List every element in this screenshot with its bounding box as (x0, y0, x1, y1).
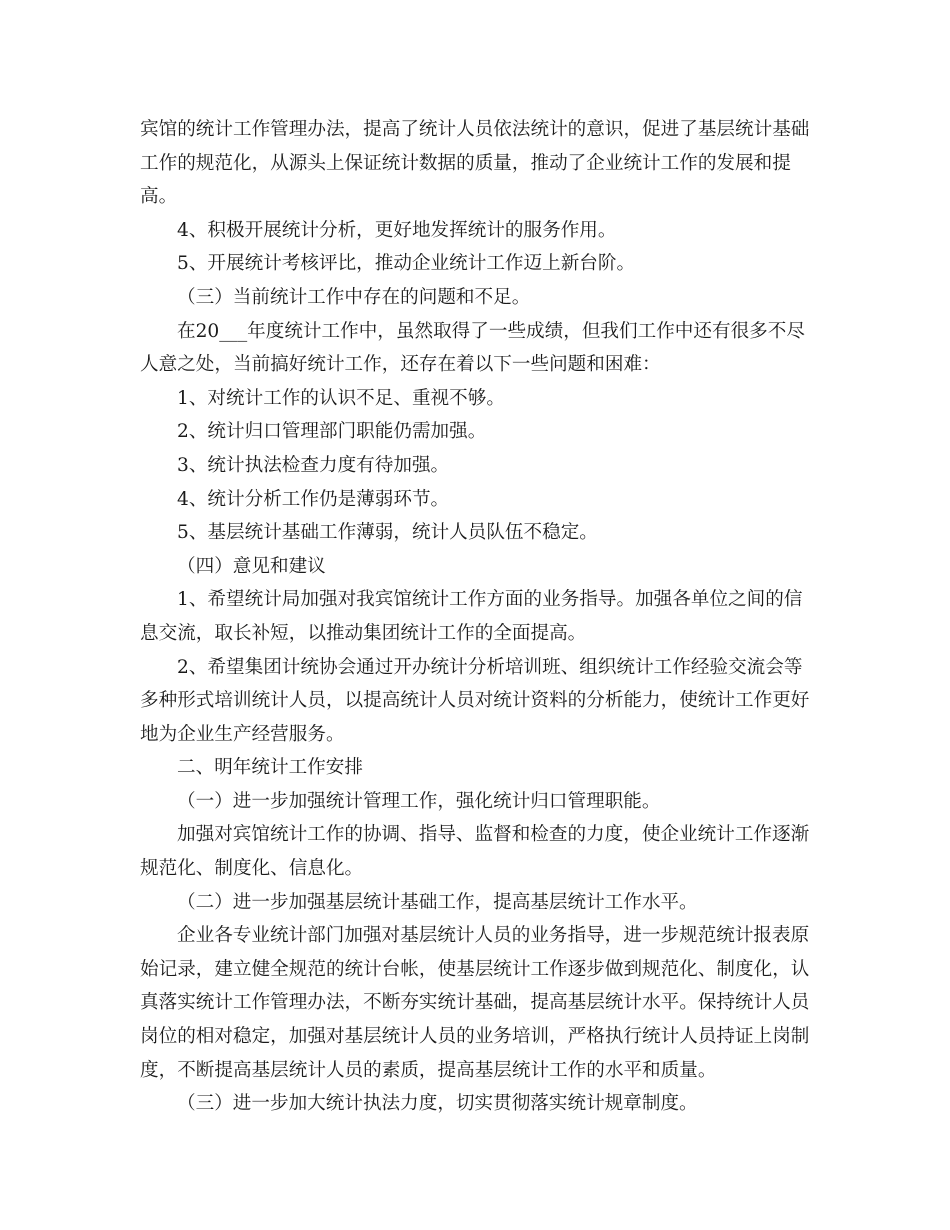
list-item: 1、对统计工作的认识不足、重视不够。 (177, 387, 505, 409)
list-item: 3、统计执法检查力度有待加强。 (177, 454, 450, 476)
list-item: 5、基层统计基础工作薄弱，统计人员队伍不稳定。 (177, 522, 598, 544)
document-body (140, 113, 820, 1121)
paragraph: 加强对宾馆统计工作的协调、指导、监督和检查的力度，使企业统计工作逐渐规范化、制度化、信息化。 (140, 824, 810, 880)
paragraph: 4、积极开展统计分析，更好地发挥统计的服务作用。 (177, 219, 617, 241)
list-item: 2、统计归口管理部门职能仍需加强。 (177, 421, 487, 443)
paragraph: 企业各专业统计部门加强对基层统计人员的业务指导，进一步规范统计报表原始记录，建立健全规范的统计台帐，使基层统计工作逐步做到规范化、制度化，认真落实统计工作管理办法，不断夯实统计基础，提高基层统计水平。保持统计人员岗位的相对稳定，加强对基层统计人员的业务培训，严格执行统计人员持证上岗制度，不断提高基层统计人员的素质，提高基层统计工作的水平和质量。 (140, 925, 810, 1081)
list-item: 1、希望统计局加强对我宾馆统计工作方面的业务指导。加强各单位之间的信息交流，取长补短，以推动集团统计工作的全面提高。 (140, 589, 803, 644)
list-item: 4、统计分析工作仍是薄弱环节。 (177, 488, 450, 510)
section-heading: （三）当前统计工作中存在的问题和不足。 (177, 286, 531, 308)
section-heading: （一）进一步加强统计管理工作，强化统计归口管理职能。 (177, 790, 661, 812)
paragraph: 在20___年度统计工作中，虽然取得了一些成绩，但我们工作中还有很多不尽人意之处，当前搞好统计工作，还存在着以下一些问题和困难： (140, 320, 805, 376)
paragraph: 宾馆的统计工作管理办法，提高了统计人员依法统计的意识，促进了基层统计基础工作的规范化，从源头上保证统计数据的质量，推动了企业统计工作的发展和提高。 (140, 119, 810, 208)
paragraph: 5、开展统计考核评比，推动企业统计工作迈上新台阶。 (177, 253, 636, 275)
list-item: 2、希望集团计统协会通过开办统计分析培训班、组织统计工作经验交流会等多种形式培训统计人员，以提高统计人员对统计资料的分析能力，使统计工作更好地为企业生产经营服务。 (140, 656, 810, 745)
section-heading: （三）进一步加大统计执法力度，切实贯彻落实统计规章制度。 (177, 1093, 698, 1115)
section-heading: （二）进一步加强基层统计基础工作，提高基层统计工作水平。 (177, 891, 698, 913)
section-heading: 二、明年统计工作安排 (177, 757, 363, 779)
section-heading: （四）意见和建议 (177, 555, 326, 577)
